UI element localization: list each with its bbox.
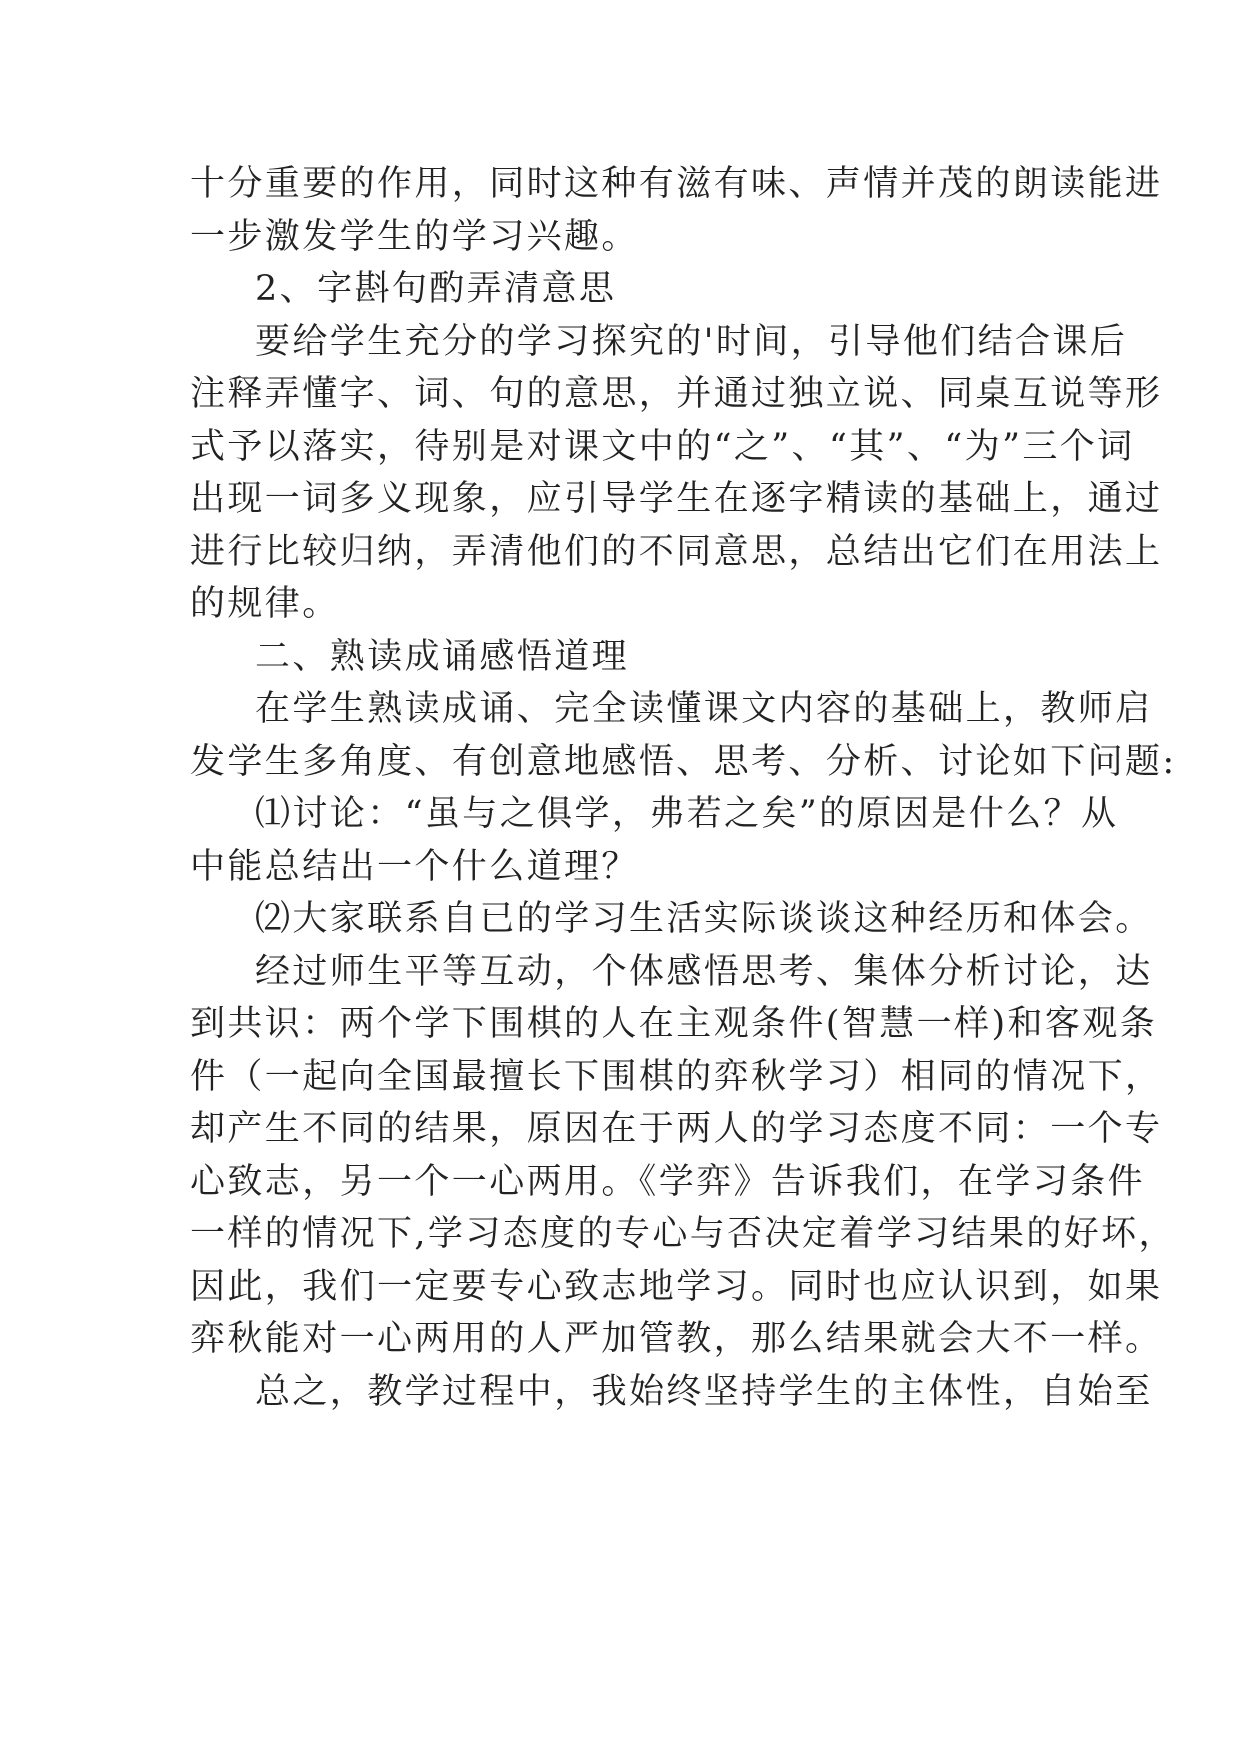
text-line: 经过师生平等互动，个体感悟思考、集体分析讨论，达 — [255, 951, 1153, 992]
text-line: 心致志，另一个一心两用。《学弈》告诉我们，在学习条件 — [190, 1161, 1145, 1202]
text-line: ⑴讨论：“虽与之俱学，弗若之矣”的原因是什么？从 — [255, 794, 1119, 834]
text-line: 中能总结出一个什么道理？ — [190, 846, 639, 887]
text-line: 进行比较归纳，弄清他们的不同意思，总结出它们在用法上 — [190, 531, 1163, 572]
text-line: 发学生多角度、有创意地感悟、思考、分析、讨论如下问题: — [190, 741, 1177, 782]
text-line: 的规律。 — [190, 584, 340, 624]
text-line: 注释弄懂字、词、句的意思，并通过独立说、同桌互说等形 — [190, 374, 1163, 414]
text-line: 却产生不同的结果，原因在于两人的学习态度不同：一个专 — [190, 1109, 1163, 1149]
text-line: 十分重要的作用，同时这种有滋有味、声情并茂的朗读能进 — [190, 164, 1163, 204]
text-line: 弈秋能对一心两用的人严加管教，那么结果就会大不一样。 — [190, 1319, 1163, 1359]
text-line: 出现一词多义现象，应引导学生在逐字精读的基础上，通过 — [190, 479, 1163, 519]
text-line: 一样的情况下,学习态度的专心与否决定着学习结果的好坏， — [190, 1214, 1176, 1254]
text-line: ⑵大家联系自已的学习生活实际谈谈这种经历和体会。 — [255, 899, 1153, 939]
text-line: 一步激发学生的学习兴趣。 — [190, 216, 639, 257]
text-line: 要给学生充分的学习探究的'时间，引导他们结合课后 — [255, 321, 1128, 362]
text-line: 到共识：两个学下围棋的人在主观条件(智慧一样)和客观条 — [190, 1004, 1158, 1044]
text-line: 件（一起向全国最擅长下围棋的弈秋学习）相同的情况下， — [190, 1056, 1163, 1097]
text-line: 因此，我们一定要专心致志地学习。同时也应认识到，如果 — [190, 1266, 1163, 1307]
document-body — [190, 158, 1177, 1418]
text-line: 在学生熟读成诵、完全读懂课文内容的基础上，教师启 — [255, 689, 1153, 729]
text-line: 2、字斟句酌弄清意思 — [255, 269, 617, 309]
text-line: 二、熟读成诵感悟道理 — [255, 636, 630, 677]
text-line: 总之，教学过程中，我始终坚持学生的主体性，自始至 — [255, 1371, 1153, 1412]
text-line: 式予以落实，待别是对课文中的“之”、“其”、“为”三个词 — [190, 426, 1135, 467]
